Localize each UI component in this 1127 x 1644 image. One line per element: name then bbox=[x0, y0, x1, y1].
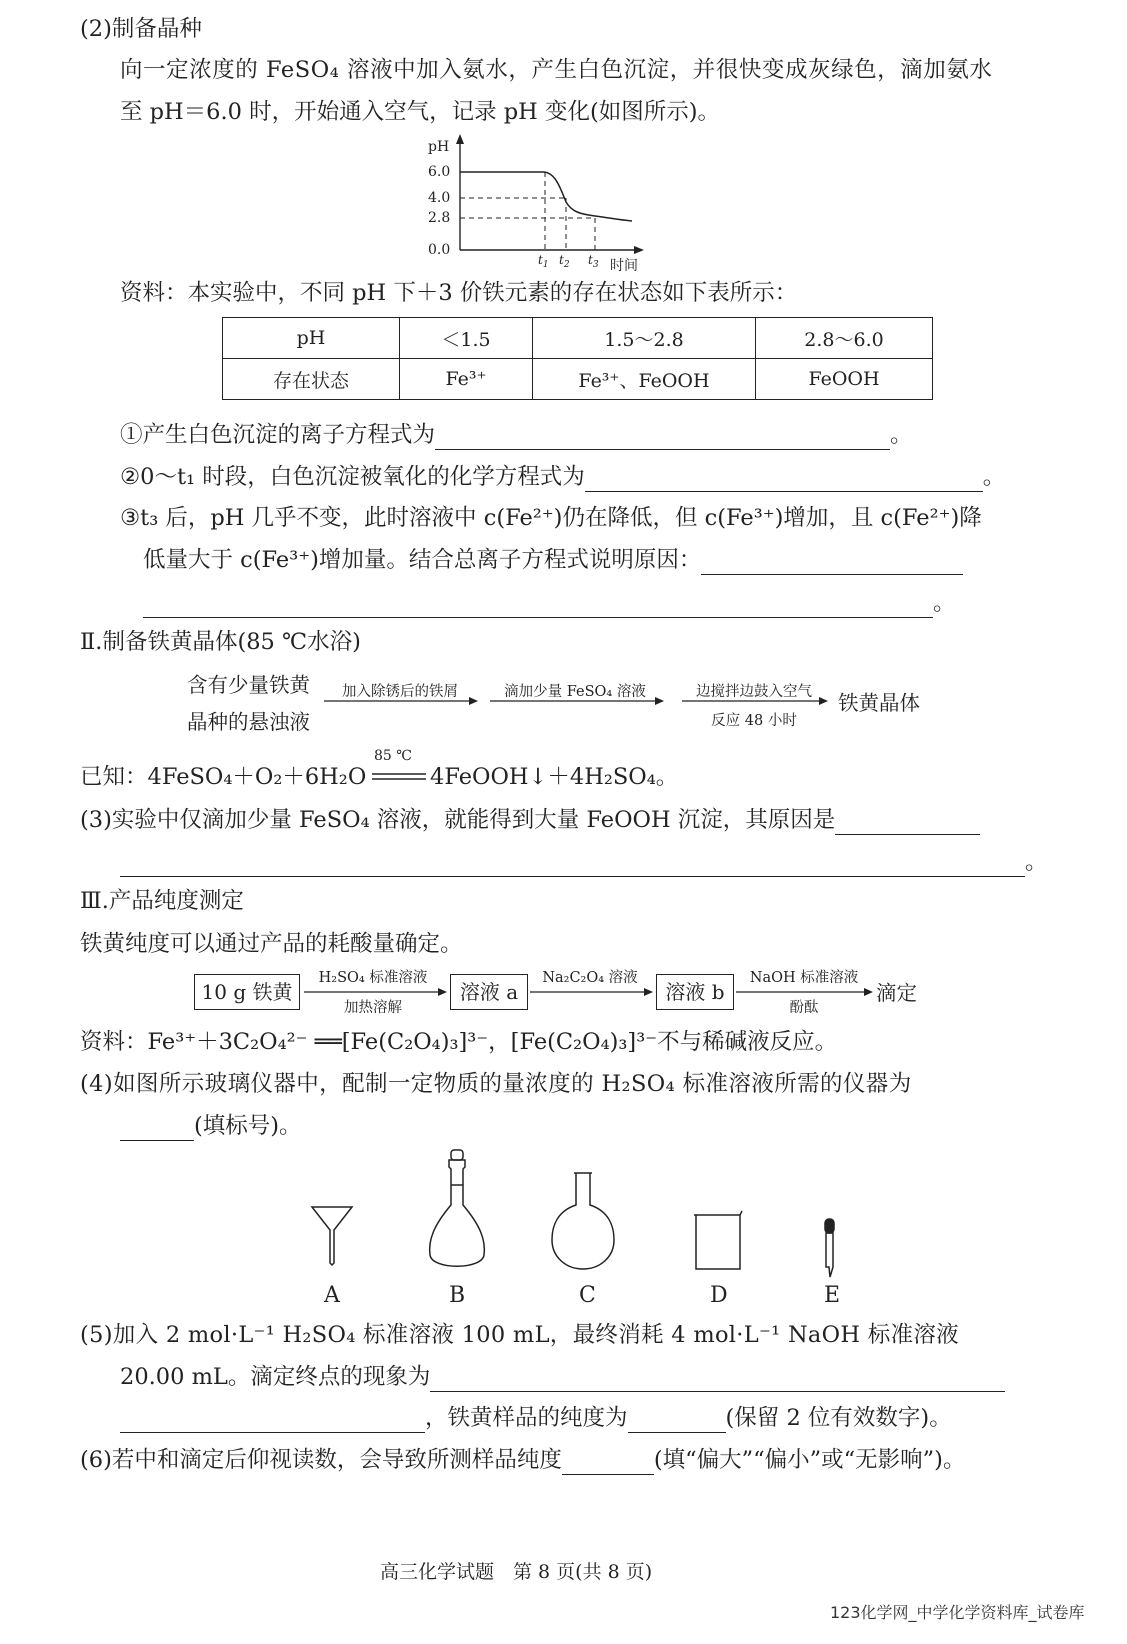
table-cell: FeOOH bbox=[756, 359, 933, 400]
flow-step-2: 滴加少量 FeSO₄ 溶液 bbox=[504, 684, 646, 700]
label-b: B bbox=[449, 1283, 466, 1308]
answer-blank[interactable] bbox=[143, 617, 933, 618]
answer-blank[interactable] bbox=[120, 1140, 194, 1141]
round-bottom-flask-icon bbox=[552, 1173, 614, 1269]
flow-end-titration: 滴定 bbox=[876, 981, 917, 1005]
label-a: A bbox=[324, 1283, 340, 1308]
question-5-line3: ，铁黄样品的纯度为 (保留 2 位有效数字)。 bbox=[120, 1403, 952, 1433]
info-1: 资料：本实验中，不同 pH 下＋3 价铁元素的存在状态如下表所示： bbox=[120, 280, 798, 306]
flow-start-line2: 晶种的悬浊液 bbox=[187, 710, 310, 734]
dropper-icon bbox=[825, 1219, 834, 1277]
question-4-line1: (4)如图所示玻璃仪器中，配制一定物质的量浓度的 H₂SO₄ 标准溶液所需的仪器为 bbox=[80, 1071, 912, 1097]
flow-step-3-top: 边搅拌边鼓入空气 bbox=[696, 684, 812, 700]
equals-sign bbox=[372, 772, 428, 782]
flow-box-sample: 10 g 铁黄 bbox=[194, 974, 300, 1010]
x-axis-label: 时间 bbox=[610, 258, 638, 274]
answer-blank[interactable] bbox=[435, 449, 890, 450]
table-cell: 存在状态 bbox=[223, 359, 400, 400]
x-tick-t3: $t_3$ bbox=[588, 253, 599, 270]
label-d: D bbox=[710, 1283, 728, 1308]
question-6: (6)若中和滴定后仰视读数，会导致所测样品纯度 (填“偏大”“偏小”或“无影响”)。 bbox=[80, 1447, 966, 1473]
table-cell: pH bbox=[223, 318, 400, 359]
table-cell: 2.8～6.0 bbox=[756, 318, 933, 359]
question-3-line3: 。 bbox=[143, 588, 956, 618]
flow-step-3-bottom: 反应 48 小时 bbox=[711, 713, 797, 729]
question-5-line2: 20.00 mL。滴定终点的现象为 bbox=[120, 1362, 1005, 1392]
section-ii-title: Ⅱ.制备铁黄晶体(85 ℃水浴) bbox=[80, 629, 361, 655]
page-footer: 高三化学试题 第 8 页(共 8 页) bbox=[380, 1561, 653, 1583]
flow-end: 铁黄晶体 bbox=[838, 691, 920, 715]
arrow-2-top: Na₂C₂O₄ 溶液 bbox=[542, 970, 638, 986]
table-row bbox=[223, 318, 933, 359]
funnel-icon bbox=[312, 1207, 352, 1265]
question-3-line1: ③t₃ 后，pH 几乎不变，此时溶液中 c(Fe²⁺)仍在降低，但 c(Fe³⁺)增加，且 c(Fe²⁺)降 bbox=[120, 505, 982, 531]
table-cell: Fe³⁺ bbox=[400, 359, 533, 400]
answer-blank[interactable] bbox=[701, 574, 963, 575]
table-cell: 1.5～2.8 bbox=[533, 318, 756, 359]
answer-blank[interactable] bbox=[585, 491, 983, 492]
answer-blank[interactable] bbox=[835, 834, 980, 835]
y-tick-6: 6.0 bbox=[428, 164, 451, 180]
section-2-paragraph-line2: 至 pH＝6.0 时，开始通入空气，记录 pH 变化(如图所示)。 bbox=[120, 99, 720, 125]
question-2: ②0～t₁ 时段，白色沉淀被氧化的化学方程式为 。 bbox=[120, 464, 1006, 490]
y-tick-4: 4.0 bbox=[428, 190, 451, 206]
y-axis-arrow bbox=[456, 134, 464, 144]
arrow-3-bottom: 酚酞 bbox=[789, 1000, 819, 1016]
arrow-3-top: NaOH 标准溶液 bbox=[749, 970, 859, 986]
question-4-line2: (填标号)。 bbox=[120, 1111, 302, 1141]
table-row bbox=[223, 359, 933, 400]
x-axis-arrow bbox=[634, 246, 644, 254]
volumetric-flask-icon bbox=[430, 1150, 485, 1266]
section-2-title: (2)制备晶种 bbox=[80, 16, 202, 42]
y-tick-2-8: 2.8 bbox=[428, 210, 451, 226]
table-cell: Fe³⁺、FeOOH bbox=[533, 359, 756, 400]
flow-box-solution-b: 溶液 b bbox=[656, 974, 734, 1010]
x-tick-t2: $t_2$ bbox=[559, 253, 570, 270]
known-equation-condition: 85 ℃ bbox=[374, 748, 412, 764]
question-5-line1: (5)加入 2 mol·L⁻¹ H₂SO₄ 标准溶液 100 mL，最终消耗 4 mol·L⁻¹ NaOH 标准溶液 bbox=[80, 1322, 959, 1348]
section-2-paragraph-line1: 向一定浓度的 FeSO₄ 溶液中加入氨水，产生白色沉淀，并很快变成灰绿色，滴加氨水 bbox=[120, 57, 993, 83]
flow-step-1: 加入除锈后的铁屑 bbox=[342, 684, 458, 700]
question-3-line2: 低量大于 c(Fe³⁺)增加量。结合总离子方程式说明原因： bbox=[143, 545, 963, 575]
question-3-main: (3)实验中仅滴加少量 FeSO₄ 溶液，就能得到大量 FeOOH 沉淀，其原因是 bbox=[80, 805, 980, 835]
x-tick-t1: $t_1$ bbox=[538, 253, 549, 270]
glassware-illustration bbox=[290, 1145, 870, 1315]
arrow-1-top: H₂SO₄ 标准溶液 bbox=[318, 970, 428, 986]
answer-blank[interactable] bbox=[628, 1432, 726, 1433]
label-e: E bbox=[824, 1283, 841, 1308]
y-tick-0: 0.0 bbox=[428, 242, 451, 258]
watermark: 123化学网_中学化学资料库_试卷库 bbox=[830, 1603, 1085, 1622]
flow-box-solution-a: 溶液 a bbox=[450, 974, 528, 1010]
answer-blank[interactable] bbox=[120, 876, 1025, 877]
ph-chart bbox=[420, 132, 660, 274]
ph-curve bbox=[460, 172, 632, 221]
answer-blank[interactable] bbox=[120, 1432, 425, 1433]
fe-state-table bbox=[222, 317, 933, 400]
arrow-1-bottom: 加热溶解 bbox=[344, 1000, 402, 1016]
known-equation-right: 4FeOOH↓＋4H₂SO₄。 bbox=[430, 764, 679, 790]
answer-blank[interactable] bbox=[430, 1391, 1005, 1392]
y-axis-label: pH bbox=[428, 139, 450, 155]
section-iii-title: Ⅲ.产品纯度测定 bbox=[80, 888, 244, 914]
answer-blank[interactable] bbox=[562, 1474, 654, 1475]
question-1: ①产生白色沉淀的离子方程式为 。 bbox=[120, 422, 913, 448]
info-2: 资料：Fe³⁺＋3C₂O₄²⁻ ══[Fe(C₂O₄)₃]³⁻，[Fe(C₂O₄)₃]³⁻不与稀碱液反应。 bbox=[80, 1029, 838, 1055]
section-iii-intro: 铁黄纯度可以通过产品的耗酸量确定。 bbox=[80, 931, 463, 957]
table-cell: ＜1.5 bbox=[400, 318, 533, 359]
label-c: C bbox=[579, 1283, 596, 1308]
flow-start-line1: 含有少量铁黄 bbox=[187, 673, 310, 697]
known-equation-left: 已知：4FeSO₄＋O₂＋6H₂O bbox=[80, 764, 367, 790]
question-3-main-line2: 。 bbox=[120, 847, 1048, 877]
beaker-icon bbox=[694, 1211, 742, 1269]
